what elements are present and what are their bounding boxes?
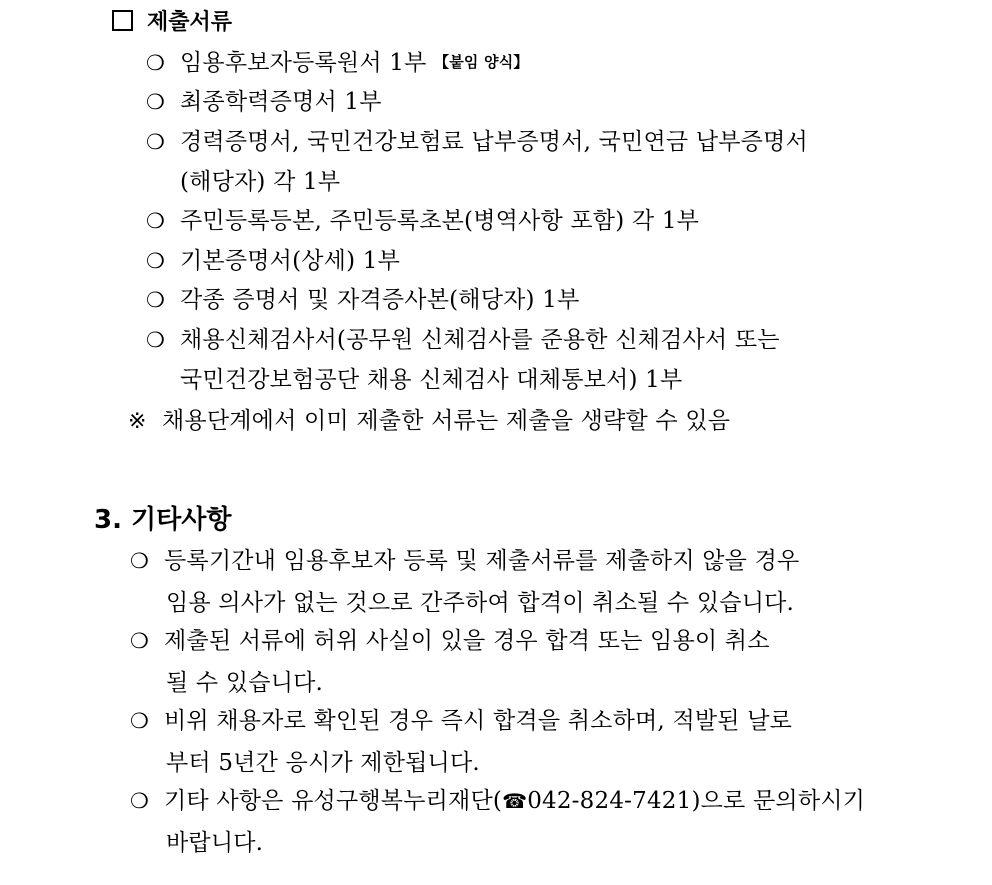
- list-item: ❍ 기본증명서(상세) 1부: [146, 248, 401, 274]
- circle-bullet-icon: ❍: [146, 328, 166, 352]
- list-item-continuation: 바랍니다.: [166, 830, 264, 856]
- list-item: ❍ 제출된 서류에 허위 사실이 있을 경우 합격 또는 임용이 취소: [130, 628, 770, 654]
- list-item-continuation: 부터 5년간 응시가 제한됩니다.: [166, 750, 480, 776]
- list-item-continuation: (해당자) 각 1부: [180, 169, 341, 195]
- reference-mark-icon: ※: [128, 409, 147, 434]
- circle-bullet-icon: ❍: [130, 709, 150, 733]
- list-item: ❍ 등록기간내 임용후보자 등록 및 제출서류를 제출하지 않을 경우: [130, 548, 800, 574]
- list-item-continuation: 임용 의사가 없는 것으로 간주하여 합격이 취소될 수 있습니다.: [166, 590, 795, 616]
- circle-bullet-icon: ❍: [146, 130, 166, 154]
- contact-phone: 042-824-7421)으로 문의하시기: [527, 788, 866, 814]
- circle-bullet-icon: ❍: [146, 51, 166, 75]
- list-item: ❍ 경력증명서, 국민건강보험료 납부증명서, 국민연금 납부증명서: [146, 129, 808, 155]
- list-item: ❍ 비위 채용자로 확인된 경우 즉시 합격을 취소하며, 적발된 날로: [130, 708, 793, 734]
- list-item: ❍ 임용후보자등록원서 1부 【붙임 양식】: [146, 50, 529, 76]
- circle-bullet-icon: ❍: [130, 789, 150, 813]
- circle-bullet-icon: ❍: [146, 249, 166, 273]
- checkbox-square-icon: [112, 10, 133, 31]
- list-item: ❍ 기타 사항은 유성구행복누리재단(☎042-824-7421)으로 문의하시기: [130, 788, 866, 814]
- submission-heading: 제출서류: [112, 10, 232, 34]
- note: ※ 채용단계에서 이미 제출한 서류는 제출을 생략할 수 있음: [128, 408, 731, 434]
- attachment-tag: 【붙임 양식】: [434, 53, 529, 71]
- list-item: ❍ 주민등록등본, 주민등록초본(병역사항 포함) 각 1부: [146, 208, 700, 234]
- circle-bullet-icon: ❍: [130, 629, 150, 653]
- list-item: ❍ 최종학력증명서 1부: [146, 89, 382, 115]
- circle-bullet-icon: ❍: [146, 209, 166, 233]
- list-item: ❍ 각종 증명서 및 자격증사본(해당자) 1부: [146, 287, 580, 313]
- list-item-continuation: 국민건강보험공단 채용 신체검사 대체통보서) 1부: [180, 367, 683, 393]
- phone-icon: ☎: [502, 789, 528, 813]
- list-item: ❍ 채용신체검사서(공무원 신체검사를 준용한 신체검사서 또는: [146, 327, 780, 353]
- circle-bullet-icon: ❍: [130, 549, 150, 573]
- circle-bullet-icon: ❍: [146, 90, 166, 114]
- circle-bullet-icon: ❍: [146, 288, 166, 312]
- list-item-continuation: 될 수 있습니다.: [166, 670, 324, 696]
- section-heading: 3. 기타사항: [94, 505, 232, 535]
